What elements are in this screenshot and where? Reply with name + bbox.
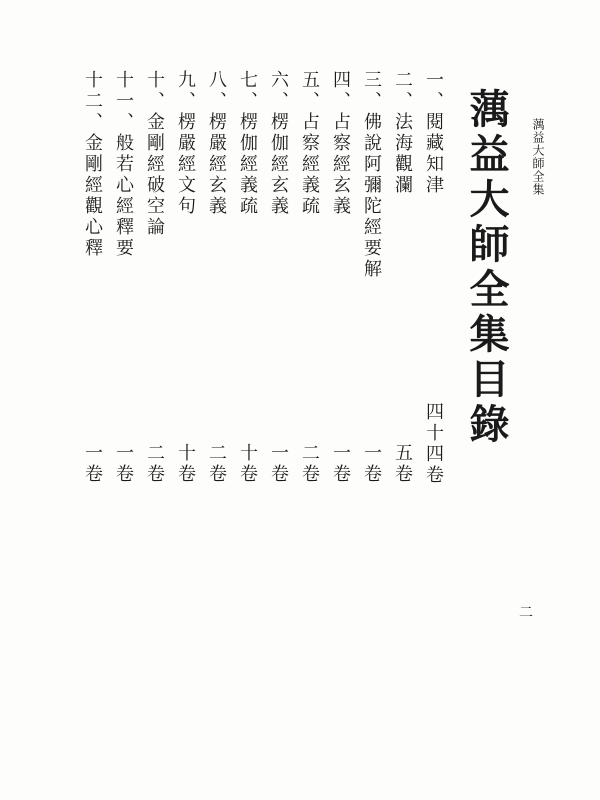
toc-entry-volumes: 十卷 [237,443,258,485]
toc-entry-title: 十一、般若心經釋要 [113,70,134,259]
toc-entry-title: 四、占察經玄義 [330,70,351,217]
toc-entry-volumes: 一卷 [82,443,103,485]
toc-entry-title: 二、法海觀瀾 [392,70,413,196]
toc-entry-title: 六、楞伽經玄義 [268,70,289,217]
toc-entry-title: 十、金剛經破空論 [144,70,165,238]
toc-entry-title: 八、楞嚴經玄義 [206,70,227,217]
toc-entry-title: 五、占察經義疏 [299,70,320,217]
toc-entry-volumes: 一卷 [268,443,289,485]
page-number: 二 [519,605,533,621]
toc-entry-title: 十二、金剛經觀心釋 [82,70,103,259]
running-header: 蕅益大師全集 [531,118,545,196]
page-title: 蕅益大師全集目錄 [463,88,510,448]
toc-entry-volumes: 二卷 [144,443,165,485]
toc-entry-volumes: 一卷 [113,443,134,485]
toc-entry-volumes: 十卷 [175,443,196,485]
toc-entry-volumes: 五卷 [392,443,413,485]
toc-entry-volumes: 一卷 [330,443,351,485]
toc-entry-volumes: 一卷 [361,443,382,485]
toc-entry-title: 七、楞伽經義疏 [237,70,258,217]
toc-entry-volumes: 四十四卷 [423,402,444,486]
toc-entry-volumes: 二卷 [206,443,227,485]
toc-entry-volumes: 二卷 [299,443,320,485]
toc-entry-title: 一、閱藏知津 [423,70,444,196]
toc-entry-title: 九、楞嚴經文句 [175,70,196,217]
toc-entry-title: 三、佛說阿彌陀經要解 [361,70,382,280]
